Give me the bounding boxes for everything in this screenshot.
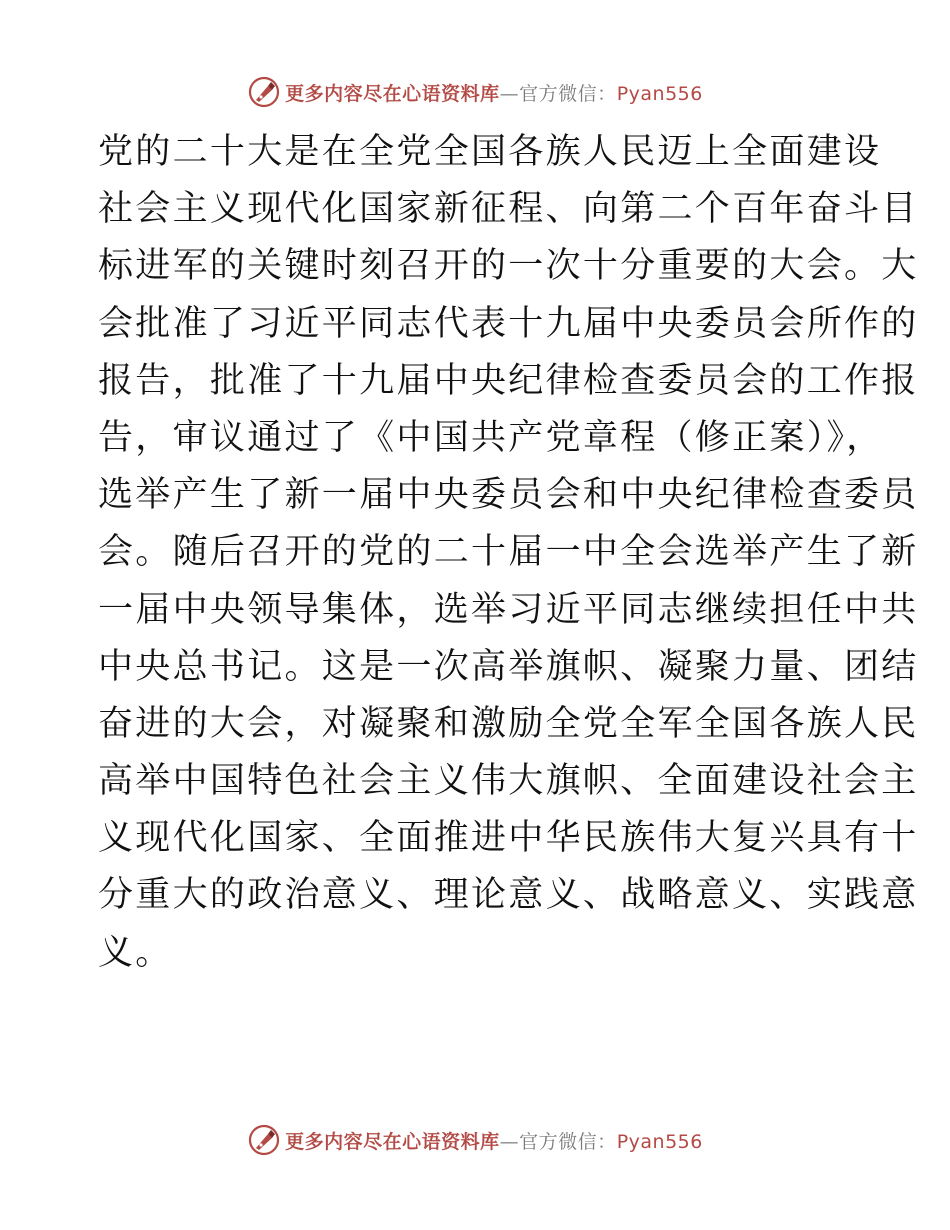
header-promo-title: 更多内容尽在心语资料库 (285, 82, 500, 105)
pen-nib-logo-icon (247, 1123, 281, 1157)
body-line: 奋进的大会，对凝聚和激励全党全军全国各族人民 (98, 703, 919, 744)
footer-official-label: 官方微信： (519, 1130, 617, 1153)
footer-promo-title: 更多内容尽在心语资料库 (285, 1130, 500, 1153)
footer-dash: — (499, 1130, 520, 1153)
footer-wechat-id: Pyan556 (616, 1130, 703, 1153)
body-line: 会批准了习近平同志代表十九届中央委员会所作的 (98, 303, 919, 344)
footer-banner (0, 1120, 950, 1160)
body-line: 选举产生了新一届中央委员会和中央纪律检查委员 (98, 475, 919, 516)
body-line: 一届中央领导集体，选举习近平同志继续担任中共 (98, 589, 919, 630)
body-line: 义现代化国家、全面推进中华民族伟大复兴具有十 (98, 818, 919, 859)
body-line: 义。 (98, 932, 173, 973)
footer-promo-text (285, 1127, 703, 1154)
header-banner (0, 72, 950, 112)
document-body (98, 124, 919, 982)
body-line: 报告，批准了十九届中央纪律检查委员会的工作报 (98, 360, 919, 401)
header-promo-text (285, 79, 703, 106)
body-line: 党的二十大是在全党全国各族人民迈上全面建设 (98, 132, 882, 172)
header-dash: — (499, 82, 520, 105)
body-line: 会。随后召开的党的二十届一中全会选举产生了新 (98, 532, 919, 573)
body-line: 告，审议通过了《中国共产党章程（修正案）》， (98, 417, 884, 458)
header-wechat-id: Pyan556 (616, 82, 703, 105)
body-line: 标进军的关键时刻召开的一次十分重要的大会。大 (98, 246, 919, 287)
body-line: 社会主义现代化国家新征程、向第二个百年奋斗目 (98, 189, 919, 230)
pen-nib-logo-icon (247, 75, 281, 109)
header-official-label: 官方微信： (519, 82, 617, 105)
body-line: 高举中国特色社会主义伟大旗帜、全面建设社会主 (98, 761, 919, 802)
body-line: 中央总书记。这是一次高举旗帜、凝聚力量、团结 (98, 646, 919, 687)
body-line: 分重大的政治意义、理论意义、战略意义、实践意 (98, 875, 919, 916)
